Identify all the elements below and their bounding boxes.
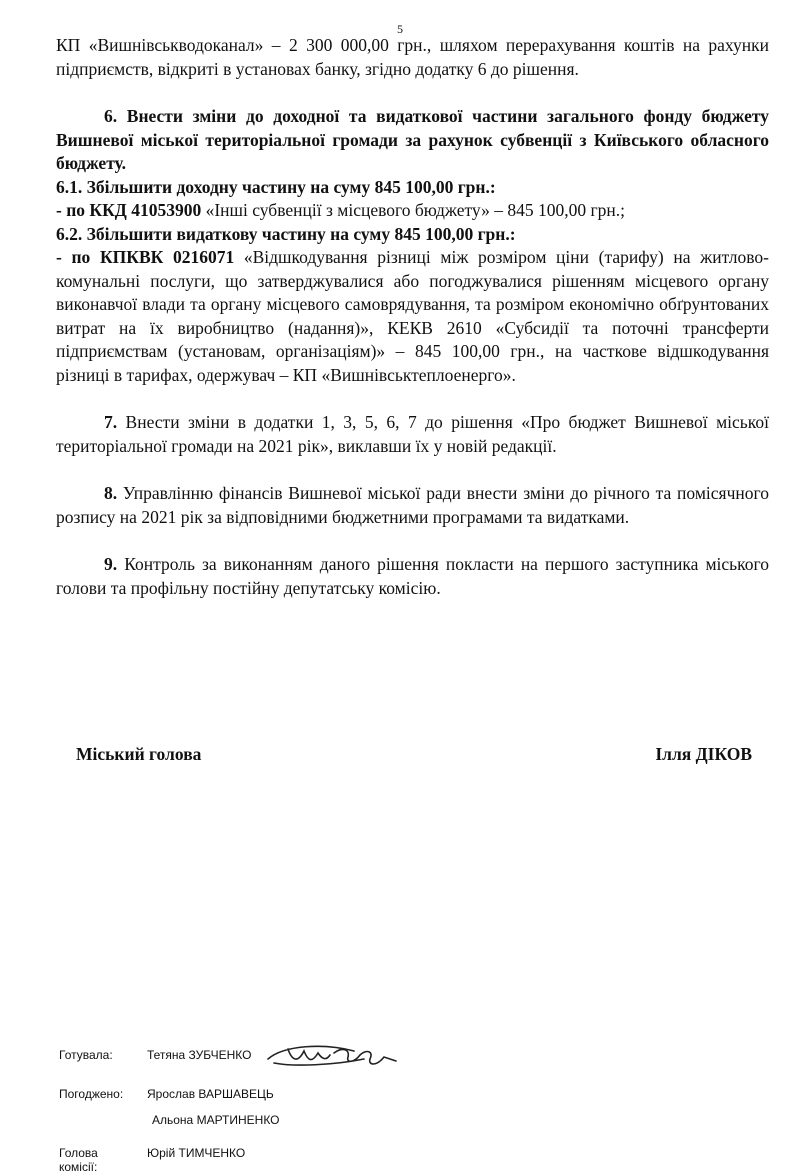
document-body [56,34,769,600]
item-7: 7. Внести зміни в додатки 1, 3, 5, 6, 7 до рішення «Про бюджет Вишневої міської територіальної громади на 2021 рік», виклавши їх у новій редакції. [56,412,769,456]
item-6-1-heading: 6.1. Збільшити доходну частину на суму 845 100,00 грн.: [56,176,496,197]
item-9: 9. Контроль за виконанням даного рішення покласти на першого заступника міського голови та профільну постійну депутатську комісію. [56,554,769,598]
item-8: 8. Управлінню фінансів Вишневої міської ради внести зміни до річного та помісячного розпису на 2021 рік за відповідними бюджетними програмами та видатками. [56,483,769,527]
paragraph-top: КП «Вишнівськводоканал» – 2 300 000,00 грн., шляхом перерахування коштів на рахунки підприємств, відкриті в установах банку, згідно додатку 6 до рішення. [56,35,769,79]
mayor-title: Міський голова [76,744,202,764]
item-6-2-text: - по КПКВК 0216071 «Відшкодування різниці між розміром ціни (тарифу) на житлово-комунальні послуги, що затверджувалися або погоджувалися рішенням місцевого органу виконавчої влади та органу місцевого самоврядування, та розміром економічно обґрунтованих витрат на їх виробництво (надання)», КЕКВ 2610 «Субсидії та поточні трансферти підприємствам (установам, організаціям)» – 845 100,00 грн., на часткове відшкодування різниці в тарифах, одержувач – КП «Вишнівськтеплоенерго». [56,247,769,385]
page-number: 5 [397,22,403,36]
agreed-name-1: Ярослав ВАРШАВЕЦЬ [147,1087,274,1101]
prepared-name: Тетяна ЗУБЧЕНКО [147,1048,252,1062]
handwritten-signature [264,1037,404,1077]
mayor-name: Ілля ДІКОВ [655,744,752,764]
item-6-1-text: - по ККД 41053900 «Інші субвенції з місцевого бюджету» – 845 100,00 грн.; [56,200,625,220]
agreed-label: Погоджено: [59,1087,124,1101]
commission-name: Юрій ТИМЧЕНКО [147,1146,246,1160]
signoff [76,744,752,765]
item-6-2-heading: 6.2. Збільшити видаткову частину на суму 845 100,00 грн.: [56,223,516,244]
prepared-label: Готувала: [59,1048,113,1062]
item-6-heading: 6. Внести зміни до доходної та видаткової частини загального фонду бюджету Вишневої міської територіальної громади за рахунок субвенції з Київського обласного бюджету. [56,106,769,173]
agreed-name-2: Альона МАРТИНЕНКО [152,1113,280,1127]
commission-label: Голова комісії: [59,1146,98,1174]
